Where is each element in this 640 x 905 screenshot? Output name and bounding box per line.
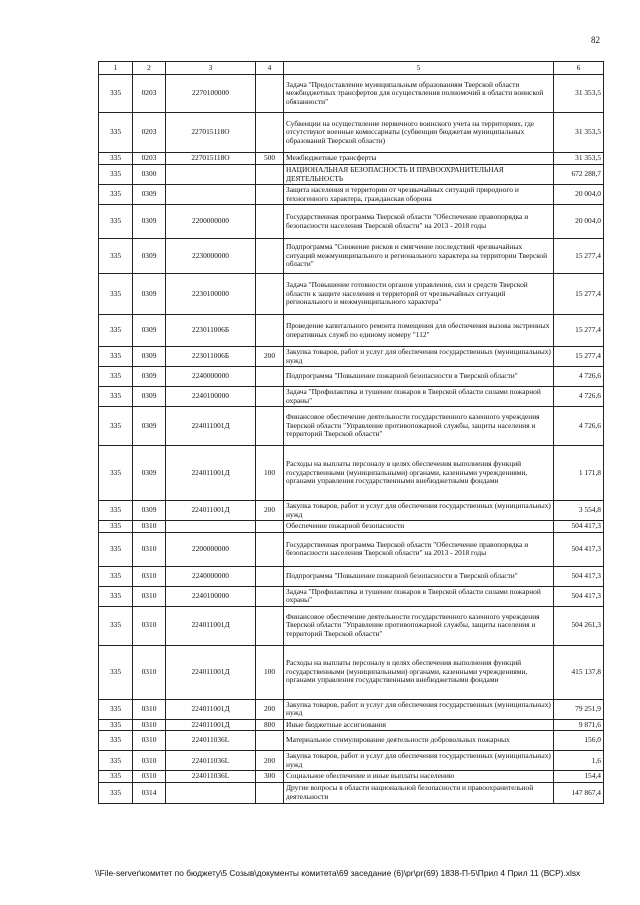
table-row <box>99 239 604 274</box>
cell-c2: 0314 <box>133 782 166 803</box>
cell-c6: 504 417,3 <box>554 521 604 533</box>
cell-c2: 0203 <box>133 113 166 153</box>
cell-c1: 335 <box>99 751 133 771</box>
cell-c5: Финансовое обеспечение деятельности государственного казенного учреждения Тверской области "Управление противопожарной службы, защиты населения и территорий Тверской области" <box>284 606 554 645</box>
cell-c4: 200 <box>256 699 284 719</box>
cell-c3: 224011001Д <box>166 699 256 719</box>
cell-c5: Закупка товаров, работ и услуг для обеспечения государственных (муниципальных) нужд <box>284 699 554 719</box>
cell-c6: 15 277,4 <box>554 239 604 274</box>
cell-c1: 335 <box>99 165 133 185</box>
cell-c1: 335 <box>99 586 133 606</box>
table-row <box>99 771 604 783</box>
cell-c5: Закупка товаров, работ и услуг для обеспечения государственных (муниципальных) нужд <box>284 501 554 521</box>
cell-c4 <box>256 387 284 407</box>
cell-c4 <box>256 606 284 645</box>
cell-c4 <box>256 113 284 153</box>
cell-c2: 0310 <box>133 699 166 719</box>
cell-c3: 224011001Д <box>166 645 256 699</box>
cell-c2: 0309 <box>133 205 166 239</box>
table-row <box>99 586 604 606</box>
cell-c5: Финансовое обеспечение деятельности государственного казенного учреждения Тверской области "Управление противопожарной службы, защиты населения и территорий Тверской области" <box>284 407 554 446</box>
cell-c5: Социальное обеспечение и иные выплаты населению <box>284 771 554 783</box>
cell-c4: 500 <box>256 153 284 165</box>
cell-c6: 15 277,4 <box>554 315 604 347</box>
cell-c4: 800 <box>256 719 284 731</box>
cell-c6: 20 004,0 <box>554 185 604 205</box>
cell-c2: 0310 <box>133 731 166 751</box>
cell-c4 <box>256 731 284 751</box>
cell-c3 <box>166 782 256 803</box>
table-row <box>99 782 604 803</box>
cell-c4 <box>256 586 284 606</box>
cell-c3: 224011001Д <box>166 606 256 645</box>
cell-c5: Государственная программа Тверской области "Обеспечение правопорядка и безопасности населения Тверской области" на 2013 - 2018 годы <box>284 532 554 566</box>
cell-c4: 100 <box>256 446 284 501</box>
cell-c4 <box>256 315 284 347</box>
table-row <box>99 407 604 446</box>
cell-c1: 335 <box>99 153 133 165</box>
cell-c2: 0310 <box>133 606 166 645</box>
table-row <box>99 75 604 113</box>
cell-c5: Государственная программа Тверской области "Обеспечение правопорядка и безопасности населения Тверской области" на 2013 - 2018 годы <box>284 205 554 239</box>
cell-c1: 335 <box>99 521 133 533</box>
table-row <box>99 521 604 533</box>
header-cell: 3 <box>166 62 256 75</box>
cell-c5: Расходы на выплаты персоналу в целях обеспечения выполнения функций государственными (муниципальными) органами, казенными учреждениями, органами управления государственными внебюджетными фондами <box>284 446 554 501</box>
table-row <box>99 501 604 521</box>
cell-c5: Материальное стимулирование деятельности добровольных пожарных <box>284 731 554 751</box>
cell-c6: 4 726,6 <box>554 387 604 407</box>
table-row <box>99 645 604 699</box>
cell-c6: 3 554,8 <box>554 501 604 521</box>
cell-c3: 224011001Д <box>166 446 256 501</box>
table-row <box>99 315 604 347</box>
cell-c5: Субвенции на осуществление первичного воинского учета на территориях, где отсутствуют военные комиссариаты (субвенции бюджетам муниципальных образований Тверской области) <box>284 113 554 153</box>
cell-c4 <box>256 521 284 533</box>
cell-c1: 335 <box>99 731 133 751</box>
cell-c3: 2230000000 <box>166 239 256 274</box>
table-row <box>99 153 604 165</box>
cell-c6: 504 417,3 <box>554 566 604 586</box>
cell-c2: 0309 <box>133 347 166 367</box>
cell-c2: 0300 <box>133 165 166 185</box>
cell-c3: 223011006Б <box>166 347 256 367</box>
cell-c5: НАЦИОНАЛЬНАЯ БЕЗОПАСНОСТЬ И ПРАВООХРАНИТЕЛЬНАЯ ДЕЯТЕЛЬНОСТЬ <box>284 165 554 185</box>
table-row <box>99 165 604 185</box>
table-row <box>99 751 604 771</box>
cell-c1: 335 <box>99 606 133 645</box>
table-row <box>99 699 604 719</box>
cell-c6: 15 277,4 <box>554 347 604 367</box>
cell-c4 <box>256 532 284 566</box>
cell-c3: 224011036L <box>166 731 256 751</box>
cell-c3: 2240000000 <box>166 566 256 586</box>
cell-c6: 9 871,6 <box>554 719 604 731</box>
cell-c3: 2230100000 <box>166 274 256 315</box>
cell-c3: 2240100000 <box>166 586 256 606</box>
cell-c2: 0309 <box>133 239 166 274</box>
table-row <box>99 113 604 153</box>
cell-c1: 335 <box>99 771 133 783</box>
cell-c2: 0309 <box>133 315 166 347</box>
cell-c6: 4 726,6 <box>554 367 604 387</box>
cell-c6: 1 171,8 <box>554 446 604 501</box>
cell-c2: 0203 <box>133 153 166 165</box>
cell-c1: 335 <box>99 645 133 699</box>
cell-c6: 672 288,7 <box>554 165 604 185</box>
cell-c2: 0310 <box>133 532 166 566</box>
cell-c3: 224011036L <box>166 771 256 783</box>
cell-c3 <box>166 185 256 205</box>
cell-c4: 300 <box>256 771 284 783</box>
cell-c5: Обеспечение пожарной безопасности <box>284 521 554 533</box>
cell-c6: 20 004,0 <box>554 205 604 239</box>
cell-c5: Закупка товаров, работ и услуг для обеспечения государственных (муниципальных) нужд <box>284 751 554 771</box>
cell-c2: 0309 <box>133 501 166 521</box>
cell-c5: Задача "Профилактика и тушение пожаров в Тверской области силами пожарной охраны" <box>284 586 554 606</box>
cell-c4: 100 <box>256 645 284 699</box>
cell-c6: 31 353,5 <box>554 75 604 113</box>
budget-table <box>98 61 604 804</box>
cell-c3 <box>166 521 256 533</box>
cell-c5: Задача "Предоставление муниципальным образованиям Тверской области межбюджетных трансфертов для осуществления полномочий в области воинской обязанности" <box>284 75 554 113</box>
cell-c6: 147 867,4 <box>554 782 604 803</box>
cell-c2: 0309 <box>133 274 166 315</box>
cell-c4 <box>256 407 284 446</box>
cell-c3: 2270100000 <box>166 75 256 113</box>
header-cell: 6 <box>554 62 604 75</box>
table-row <box>99 606 604 645</box>
page-number: 82 <box>591 35 600 45</box>
cell-c2: 0310 <box>133 719 166 731</box>
table-row <box>99 719 604 731</box>
cell-c2: 0309 <box>133 446 166 501</box>
cell-c3: 224011001Д <box>166 501 256 521</box>
cell-c3: 224011036L <box>166 751 256 771</box>
cell-c2: 0310 <box>133 751 166 771</box>
cell-c6: 154,4 <box>554 771 604 783</box>
table-row <box>99 347 604 367</box>
cell-c2: 0203 <box>133 75 166 113</box>
cell-c4 <box>256 165 284 185</box>
table-row <box>99 367 604 387</box>
cell-c1: 335 <box>99 446 133 501</box>
cell-c1: 335 <box>99 239 133 274</box>
cell-c5: Расходы на выплаты персоналу в целях обеспечения выполнения функций государственными (муниципальными) органами, казенными учреждениями, органами управления государственными внебюджетными фондами <box>284 645 554 699</box>
header-cell: 5 <box>284 62 554 75</box>
cell-c5: Защита населения и территории от чрезвычайных ситуаций природного и техногенного характера, гражданская оборона <box>284 185 554 205</box>
cell-c1: 335 <box>99 501 133 521</box>
cell-c1: 335 <box>99 205 133 239</box>
cell-c4 <box>256 782 284 803</box>
cell-c6: 415 137,8 <box>554 645 604 699</box>
cell-c4 <box>256 205 284 239</box>
table-row <box>99 185 604 205</box>
cell-c5: Межбюджетные трансферты <box>284 153 554 165</box>
cell-c5: Другие вопросы в области национальной безопасности и правоохранительной деятельности <box>284 782 554 803</box>
cell-c1: 335 <box>99 532 133 566</box>
cell-c2: 0310 <box>133 771 166 783</box>
cell-c1: 335 <box>99 274 133 315</box>
cell-c3 <box>166 165 256 185</box>
cell-c2: 0309 <box>133 367 166 387</box>
table-row <box>99 446 604 501</box>
cell-c4 <box>256 274 284 315</box>
cell-c1: 335 <box>99 699 133 719</box>
cell-c1: 335 <box>99 782 133 803</box>
cell-c1: 335 <box>99 407 133 446</box>
cell-c4: 200 <box>256 347 284 367</box>
cell-c3: 2200000000 <box>166 205 256 239</box>
cell-c3: 227015118О <box>166 113 256 153</box>
cell-c3: 224011001Д <box>166 719 256 731</box>
file-path-footer: \\File-server\комитет по бюджету\5 Созыв\документы комитета\69 заседание (6)\pr\pr(69) 1838-П-5\Прил 4 Прил 11 (ВСР).xlsx <box>95 868 581 878</box>
cell-c1: 335 <box>99 367 133 387</box>
cell-c6: 15 277,4 <box>554 274 604 315</box>
table-row <box>99 532 604 566</box>
cell-c6: 504 417,3 <box>554 586 604 606</box>
cell-c6: 4 726,6 <box>554 407 604 446</box>
header-cell: 1 <box>99 62 133 75</box>
cell-c5: Иные бюджетные ассигнования <box>284 719 554 731</box>
cell-c1: 335 <box>99 75 133 113</box>
cell-c4 <box>256 239 284 274</box>
cell-c2: 0309 <box>133 185 166 205</box>
cell-c4 <box>256 367 284 387</box>
cell-c5: Задача "Повышение готовности органов управления, сил и средств Тверской области к защите населения и территорий от чрезвычайных ситуаций регионального и межмуниципального характера" <box>284 274 554 315</box>
cell-c6: 504 261,3 <box>554 606 604 645</box>
table-header-row <box>99 62 604 75</box>
cell-c1: 335 <box>99 347 133 367</box>
table-row <box>99 274 604 315</box>
cell-c6: 31 353,5 <box>554 113 604 153</box>
cell-c4: 200 <box>256 751 284 771</box>
header-cell: 4 <box>256 62 284 75</box>
cell-c1: 335 <box>99 566 133 586</box>
cell-c6: 1,6 <box>554 751 604 771</box>
cell-c1: 335 <box>99 315 133 347</box>
cell-c3: 2240000000 <box>166 367 256 387</box>
table-row <box>99 205 604 239</box>
cell-c1: 335 <box>99 185 133 205</box>
cell-c6: 31 353,5 <box>554 153 604 165</box>
cell-c5: Подпрограмма "Повышение пожарной безопасности в Тверской области" <box>284 367 554 387</box>
cell-c4 <box>256 566 284 586</box>
table-row <box>99 387 604 407</box>
cell-c1: 335 <box>99 719 133 731</box>
cell-c3: 227015118О <box>166 153 256 165</box>
cell-c2: 0309 <box>133 407 166 446</box>
cell-c5: Задача "Профилактика и тушение пожаров в Тверской области силами пожарной охраны" <box>284 387 554 407</box>
cell-c1: 335 <box>99 387 133 407</box>
cell-c6: 156,0 <box>554 731 604 751</box>
cell-c6: 504 417,3 <box>554 532 604 566</box>
cell-c6: 79 251,9 <box>554 699 604 719</box>
cell-c5: Закупка товаров, работ и услуг для обеспечения государственных (муниципальных) нужд <box>284 347 554 367</box>
cell-c3: 223011006Б <box>166 315 256 347</box>
cell-c3: 2200000000 <box>166 532 256 566</box>
cell-c1: 335 <box>99 113 133 153</box>
cell-c4: 200 <box>256 501 284 521</box>
cell-c4 <box>256 75 284 113</box>
cell-c3: 224011001Д <box>166 407 256 446</box>
cell-c2: 0310 <box>133 586 166 606</box>
cell-c2: 0310 <box>133 566 166 586</box>
cell-c5: Подпрограмма "Снижение рисков и смягчение последствий чрезвычайных ситуаций межмуниципального и регионального характера на территории Тверской области" <box>284 239 554 274</box>
table-row <box>99 731 604 751</box>
cell-c5: Подпрограмма "Повышение пожарной безопасности в Тверской области" <box>284 566 554 586</box>
cell-c2: 0310 <box>133 521 166 533</box>
cell-c5: Проведение капитального ремонта помещения для обеспечения вызова экстренных оперативных служб по единому номеру "112" <box>284 315 554 347</box>
cell-c2: 0310 <box>133 645 166 699</box>
header-cell: 2 <box>133 62 166 75</box>
table-row <box>99 566 604 586</box>
cell-c4 <box>256 185 284 205</box>
cell-c3: 2240100000 <box>166 387 256 407</box>
cell-c2: 0309 <box>133 387 166 407</box>
